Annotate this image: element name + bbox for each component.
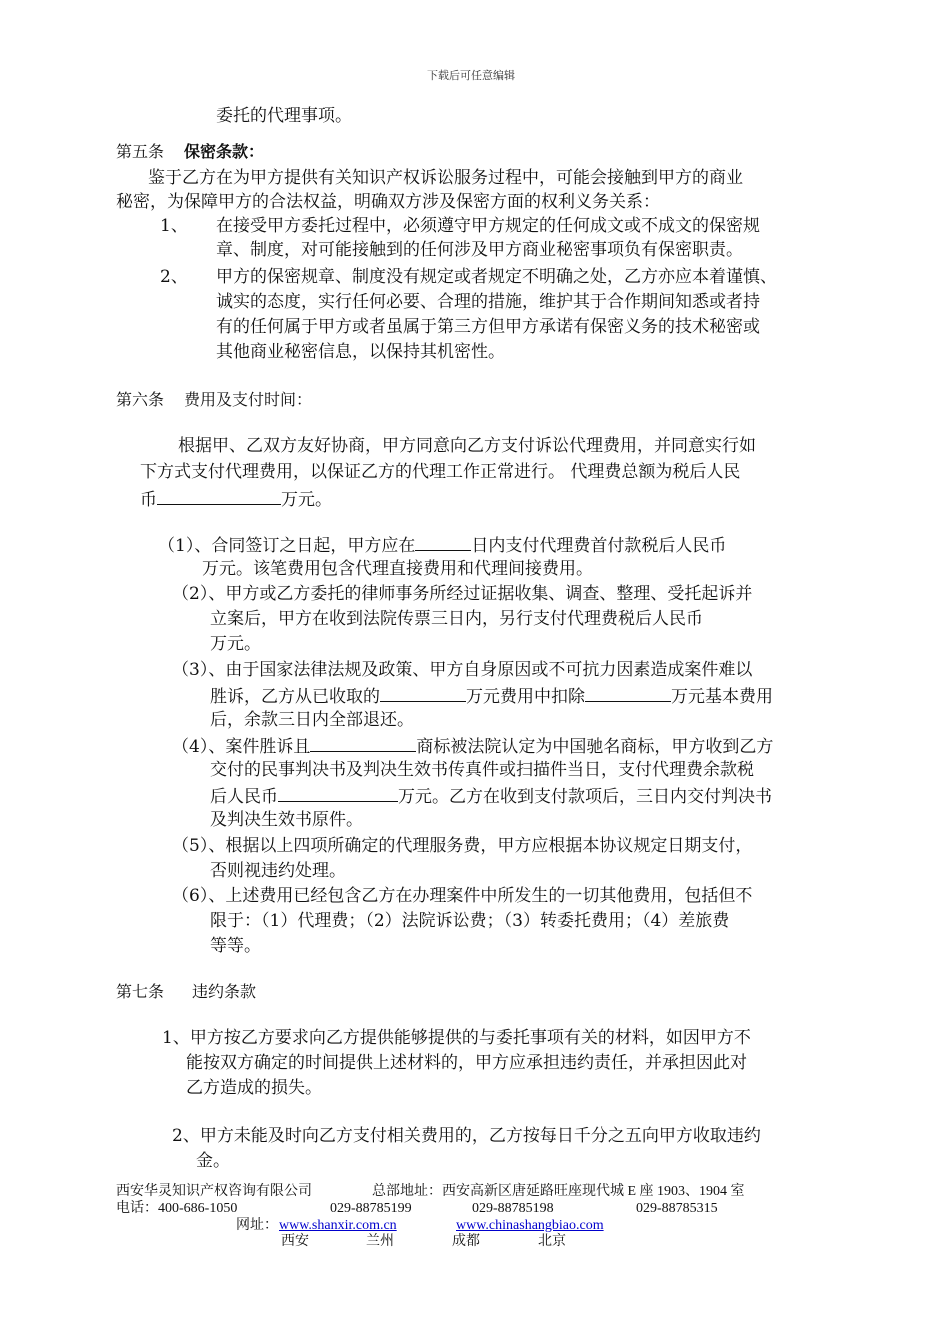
footer-city: 成都 bbox=[452, 1234, 480, 1249]
article-6-para-line bbox=[140, 486, 332, 512]
article-6-clause-line: （3）、由于国家法律法规及政策、甲方自身原因或不可抗力因素造成案件难以 bbox=[172, 660, 753, 680]
article-7-heading bbox=[116, 980, 256, 1004]
blank-field[interactable] bbox=[380, 683, 466, 702]
article-5-title: 第五条 bbox=[116, 142, 165, 161]
article-6-title: 第六条 bbox=[116, 390, 165, 409]
article-5-heading bbox=[116, 140, 264, 164]
article-7-item-line: 2、甲方未能及时向乙方支付相关费用的，乙方按每日千分之五向甲方收取违约 bbox=[172, 1126, 761, 1146]
article-6-clause-line: （6）、上述费用已经包含乙方在办理案件中所发生的一切其他费用，包括但不 bbox=[172, 886, 753, 906]
article-6-heading bbox=[116, 388, 312, 412]
article-7-item-line: 金。 bbox=[196, 1151, 230, 1171]
footer-company: 西安华灵知识产权咨询有限公司 bbox=[116, 1184, 312, 1199]
article-6-clause-line bbox=[210, 783, 772, 809]
footer-web-label: 网址： bbox=[236, 1218, 278, 1233]
text-segment: 万元基本费用 bbox=[671, 687, 773, 707]
article-6-clause-line: 万元。该笔费用包含代理直接费用和代理间接费用。 bbox=[202, 559, 593, 579]
article-5-item-line: 诚实的态度，实行任何必要、合理的措施，维护其于合作期间知悉或者持 bbox=[216, 292, 760, 312]
footer-phone-main: 电话：400-686-1050 bbox=[116, 1201, 238, 1216]
footer-address: 总部地址：西安高新区唐延路旺座现代城 E 座 1903、1904 室 bbox=[372, 1184, 745, 1199]
article-5-item-line: 其他商业秘密信息，以保持其机密性。 bbox=[216, 342, 505, 362]
article-6-clause-line bbox=[210, 683, 773, 709]
text-segment: 万元费用中扣除 bbox=[466, 687, 585, 707]
article-6-clause-line bbox=[172, 733, 773, 759]
article-5-item-line: 在接受甲方委托过程中，必须遵守甲方规定的任何成文或不成文的保密规 bbox=[216, 216, 760, 236]
blank-field[interactable] bbox=[585, 683, 671, 702]
article-6-clause-line: 万元。 bbox=[210, 634, 261, 654]
footer-city: 西安 bbox=[281, 1234, 309, 1249]
page-header-note: 下载后可任意编辑 bbox=[427, 69, 515, 82]
article-5-item-number: 2、 bbox=[160, 267, 188, 287]
article-7-title: 第七条 bbox=[116, 982, 165, 1001]
article-5-item-line: 甲方的保密规章、制度没有规定或者规定不明确之处，乙方亦应本着谨慎、 bbox=[216, 267, 777, 287]
footer-phone: 029-88785198 bbox=[472, 1201, 554, 1216]
article-5-item-line: 有的任何属于甲方或者虽属于第三方但甲方承诺有保密义务的技术秘密或 bbox=[216, 317, 760, 337]
article-6-clause-line: 后，余款三日内全部退还。 bbox=[210, 710, 414, 730]
article-6-clause-line: 及判决生效书原件。 bbox=[210, 810, 363, 830]
blank-field[interactable] bbox=[278, 783, 398, 802]
footer-city: 北京 bbox=[538, 1234, 566, 1249]
text-segment: 胜诉，乙方从已收取的 bbox=[210, 687, 380, 707]
article-6-clause-line: 立案后，甲方在收到法院传票三日内，另行支付代理费税后人民币 bbox=[210, 609, 703, 629]
article-5-item-line: 章、制度，对可能接触到的任何涉及甲方商业秘密事项负有保密职责。 bbox=[216, 240, 743, 260]
article-5-subtitle: 保密条款： bbox=[184, 142, 265, 161]
footer-website-link[interactable]: www.chinashangbiao.com bbox=[456, 1218, 604, 1233]
article-7-item-line: 乙方造成的损失。 bbox=[186, 1078, 322, 1098]
intro-tail-text: 委托的代理事项。 bbox=[216, 106, 352, 126]
text-segment: 后人民币 bbox=[210, 787, 278, 807]
article-6-clause-line bbox=[158, 532, 726, 558]
text-segment: 币 bbox=[140, 490, 157, 510]
article-7-item-line: 能按双方确定的时间提供上述材料的，甲方应承担违约责任，并承担因此对 bbox=[186, 1053, 747, 1073]
text-segment: 万元。乙方在收到支付款项后，三日内交付判决书 bbox=[398, 787, 772, 807]
article-6-clause-line: 限于：（1）代理费；（2）法院诉讼费；（3）转委托费用；（4）差旅费 bbox=[210, 911, 730, 931]
footer-city: 兰州 bbox=[366, 1234, 394, 1249]
article-6-subtitle: 费用及支付时间： bbox=[184, 390, 313, 409]
text-segment: 日内支付代理费首付款税后人民币 bbox=[471, 536, 727, 556]
text-segment: （1）、合同签订之日起，甲方应在 bbox=[158, 536, 416, 556]
article-6-clause-line: 等等。 bbox=[210, 936, 261, 956]
article-7-subtitle: 违约条款 bbox=[192, 982, 257, 1001]
article-5-item-number: 1、 bbox=[160, 216, 188, 236]
footer-website-link[interactable]: www.shanxir.com.cn bbox=[279, 1218, 397, 1233]
article-6-clause-line: 否则视违约处理。 bbox=[210, 861, 346, 881]
article-7-item-line: 1、甲方按乙方要求向乙方提供能够提供的与委托事项有关的材料，如因甲方不 bbox=[162, 1028, 751, 1048]
article-5-para-line: 鉴于乙方在为甲方提供有关知识产权诉讼服务过程中，可能会接触到甲方的商业 bbox=[148, 168, 743, 188]
article-6-para-line: 根据甲、乙双方友好协商，甲方同意向乙方支付诉讼代理费用，并同意实行如 bbox=[178, 436, 756, 456]
text-segment: （4）、案件胜诉且 bbox=[172, 737, 311, 757]
article-5-para-line: 秘密，为保障甲方的合法权益，明确双方涉及保密方面的权利义务关系： bbox=[116, 192, 660, 212]
blank-field[interactable] bbox=[415, 532, 471, 551]
article-6-clause-line: （2）、甲方或乙方委托的律师事务所经过证据收集、调查、整理、受托起诉并 bbox=[172, 584, 753, 604]
blank-field[interactable] bbox=[157, 486, 281, 505]
article-6-para-line: 下方式支付代理费用，以保证乙方的代理工作正常进行。 代理费总额为税后人民 bbox=[140, 462, 741, 482]
footer-phone: 029-88785315 bbox=[636, 1201, 718, 1216]
article-6-clause-line: （5）、根据以上四项所确定的代理服务费，甲方应根据本协议规定日期支付， bbox=[172, 836, 753, 856]
article-6-clause-line: 交付的民事判决书及判决生效书传真件或扫描件当日，支付代理费余款税 bbox=[210, 760, 754, 780]
text-segment: 万元。 bbox=[281, 490, 332, 510]
text-segment: 商标被法院认定为中国驰名商标，甲方收到乙方 bbox=[416, 737, 774, 757]
blank-field[interactable] bbox=[310, 733, 416, 752]
footer-phone: 029-88785199 bbox=[330, 1201, 412, 1216]
